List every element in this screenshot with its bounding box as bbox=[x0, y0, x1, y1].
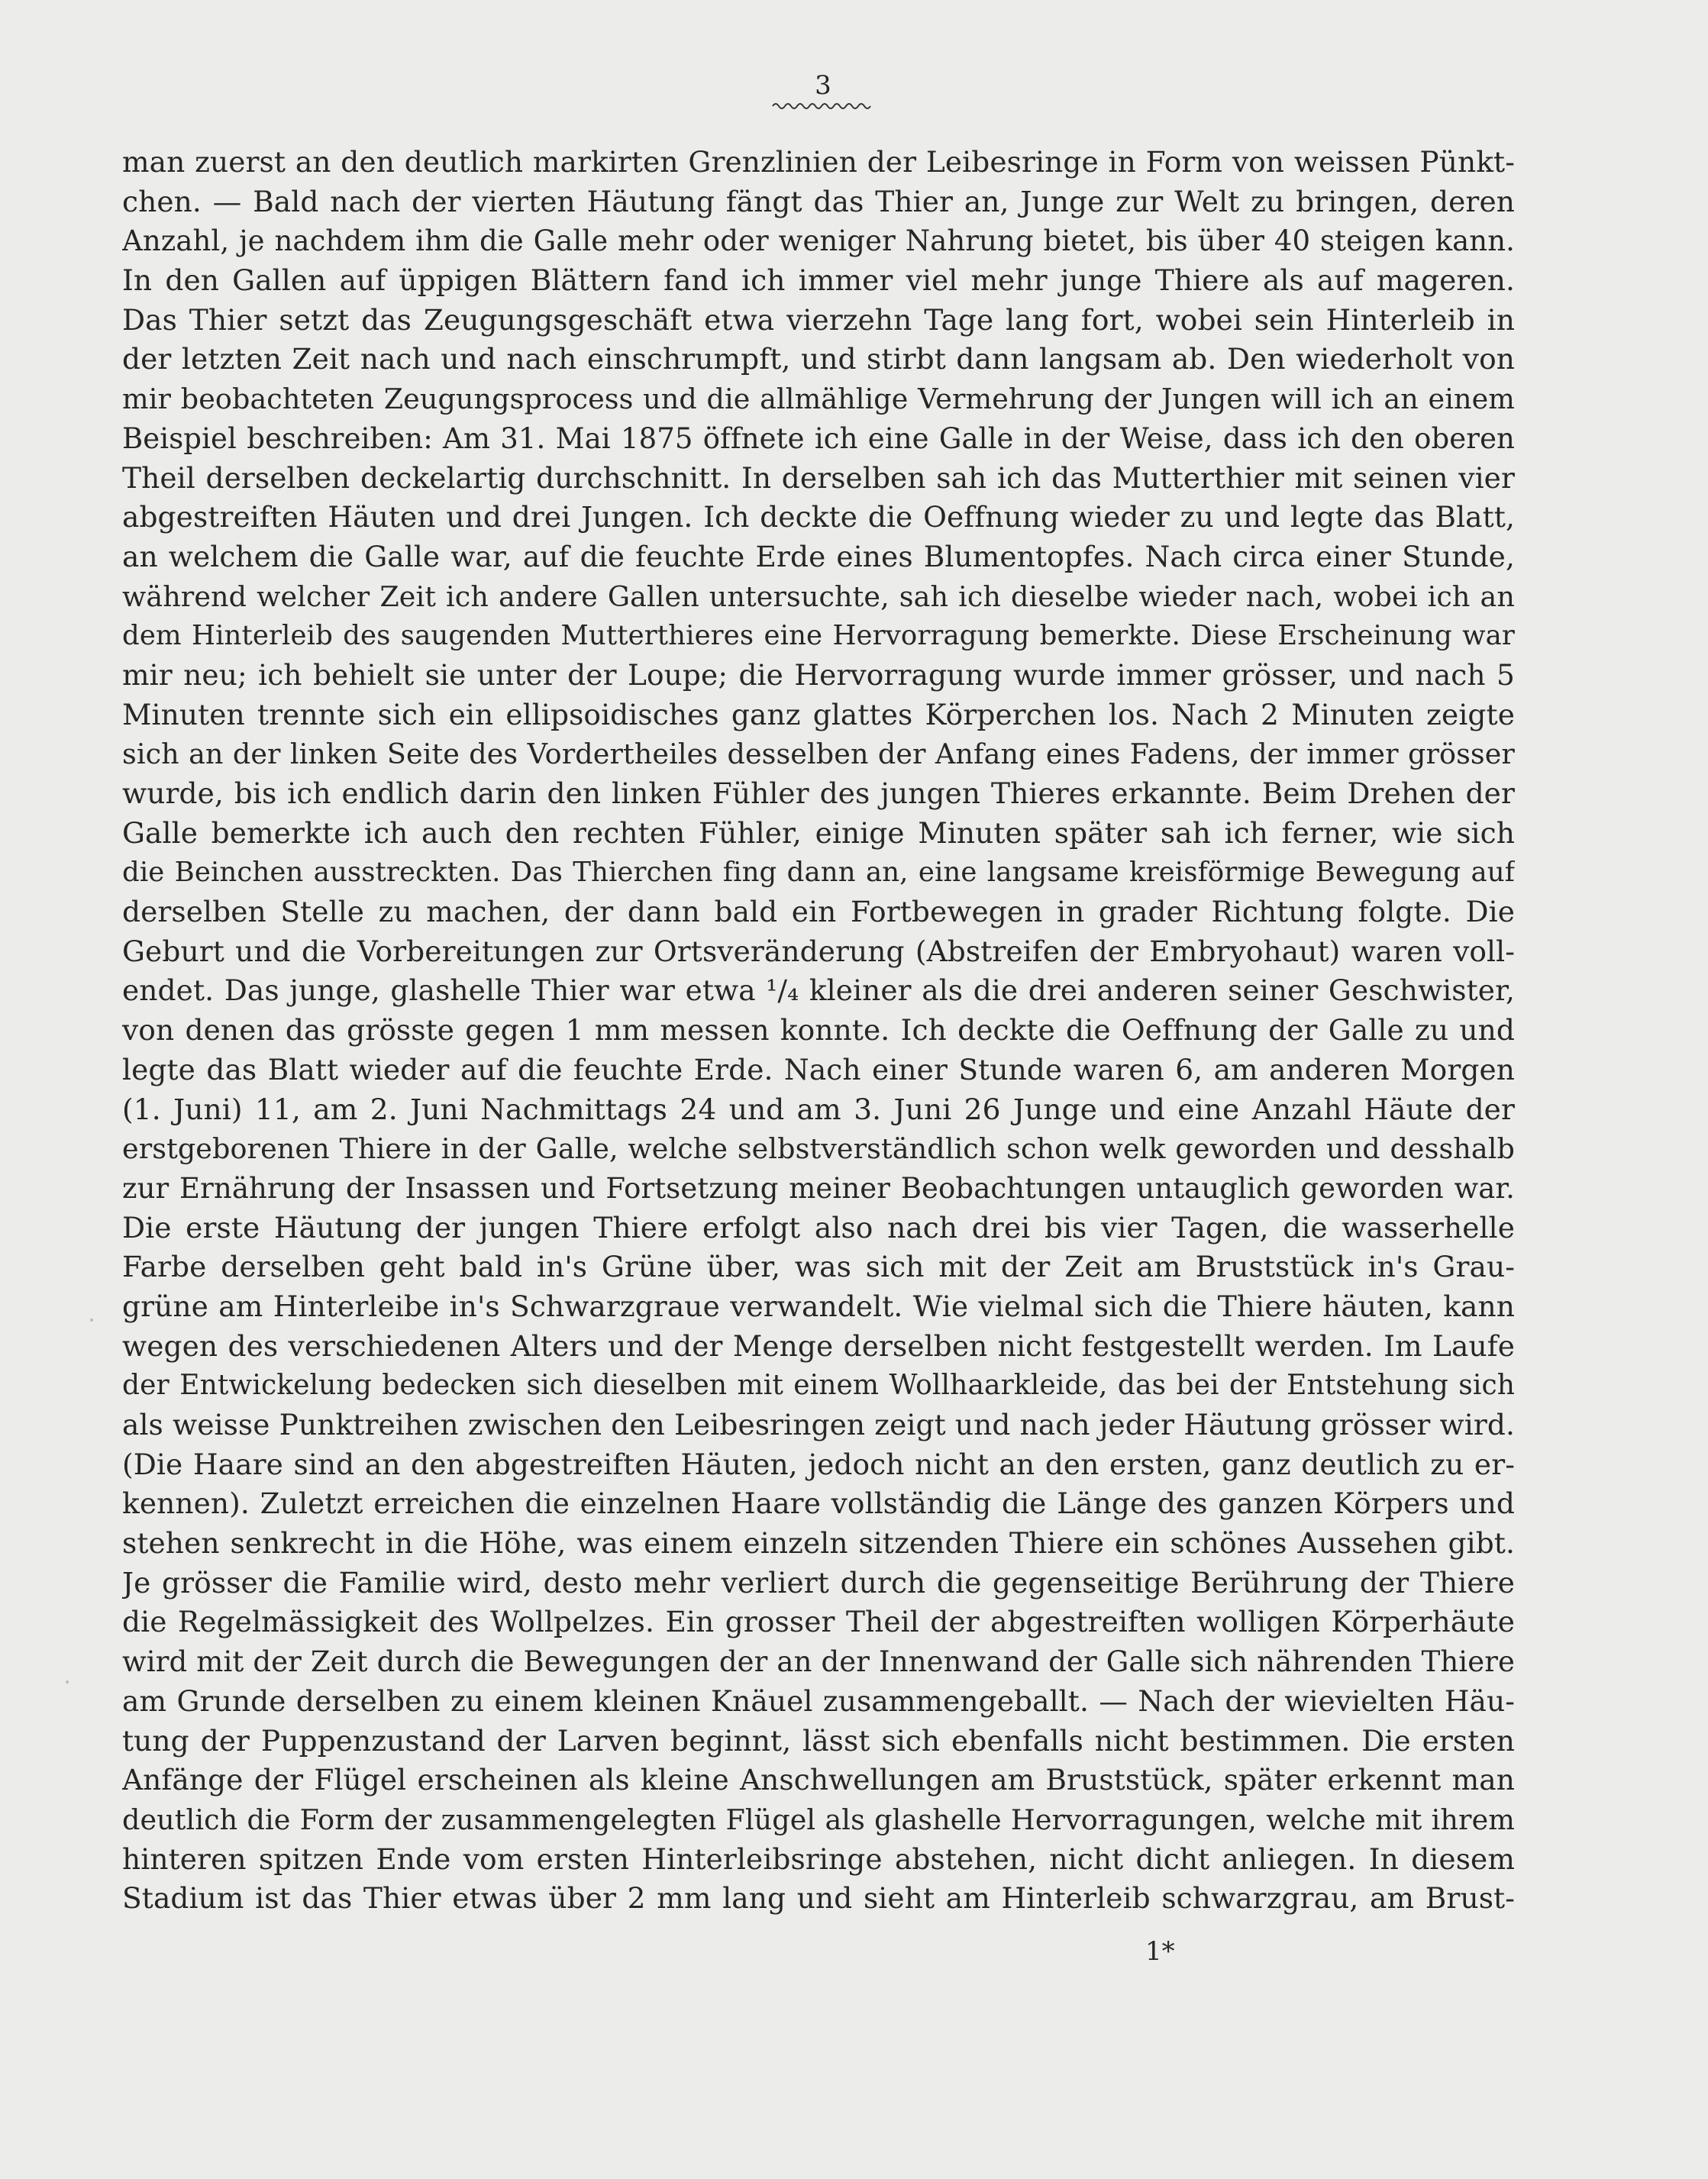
text-line: erstgeborenen Thiere in der Galle, welche selbstverständlich schon welk geworden und desshalb bbox=[122, 1132, 1515, 1166]
page-number: 3 bbox=[815, 70, 831, 101]
text-line: von denen das grösste gegen 1 mm messen konnte. Ich deckte die Oeffnung der Galle zu und bbox=[122, 1013, 1515, 1048]
text-line: grüne am Hinterleibe in's Schwarzgraue verwandelt. Wie vielmal sich die Thiere häuten, kann bbox=[122, 1289, 1515, 1323]
text-line: hinteren spitzen Ende vom ersten Hinterleibsringe abstehen, nicht dicht anliegen. In diesem bbox=[122, 1842, 1515, 1876]
text-line: chen. — Bald nach der vierten Häutung fängt das Thier an, Junge zur Welt zu bringen, deren bbox=[122, 184, 1515, 218]
text-line: tung der Puppenzustand der Larven beginnt, lässt sich ebenfalls nicht bestimmen. Die ersten bbox=[122, 1723, 1515, 1758]
text-line: (Die Haare sind an den abgestreiften Häuten, jedoch nicht an den ersten, ganz deutlich zu er- bbox=[122, 1447, 1515, 1481]
text-line: Stadium ist das Thier etwas über 2 mm lang und sieht am Hinterleib schwarzgrau, am Brust- bbox=[122, 1881, 1515, 1916]
text-line: deutlich die Form der zusammengelegten Flügel als glashelle Hervorragungen, welche mit ihrem bbox=[122, 1803, 1515, 1836]
text-line: endet. Das junge, glashelle Thier war etwa ¹/₄ kleiner als die drei anderen seiner Geschwister, bbox=[122, 973, 1515, 1008]
text-line: In den Gallen auf üppigen Blättern fand ich immer viel mehr junge Thiere als auf mageren. bbox=[122, 263, 1515, 298]
paper-speck bbox=[90, 1319, 93, 1322]
text-line: die Regelmässigkeit des Wollpelzes. Ein grosser Theil der abgestreiften wolligen Körperhäute bbox=[122, 1605, 1515, 1639]
text-line: dem Hinterleib des saugenden Mutterthieres eine Hervorragung bemerkte. Diese Erscheinung war bbox=[122, 620, 1515, 652]
text-line: wurde, bis ich endlich darin den linken Fühler des jungen Thieres erkannte. Beim Drehen der bbox=[122, 776, 1515, 810]
text-line: mir neu; ich behielt sie unter der Loupe; die Hervorragung wurde immer grösser, und nach 5 bbox=[122, 657, 1515, 692]
text-line: Theil derselben deckelartig durchschnitt. In derselben sah ich das Mutterthier mit seinen vier bbox=[122, 460, 1515, 495]
text-line: als weisse Punktreihen zwischen den Leibesringen zeigt und nach jeder Häutung grösser wird. bbox=[122, 1408, 1515, 1441]
text-line: an welchem die Galle war, auf die feuchte Erde eines Blumentopfes. Nach circa einer Stunde, bbox=[122, 539, 1515, 573]
text-line: sich an der linken Seite des Vordertheiles desselben der Anfang eines Fadens, der immer grösser bbox=[122, 738, 1515, 771]
signature-mark: 1* bbox=[1145, 1936, 1175, 1967]
paper-speck bbox=[66, 1680, 69, 1683]
text-line: am Grunde derselben zu einem kleinen Knäuel zusammengeballt. — Nach der wievielten Häu- bbox=[122, 1683, 1515, 1718]
text-line: Das Thier setzt das Zeugungsgeschäft etwa vierzehn Tage lang fort, wobei sein Hinterleib in bbox=[122, 302, 1515, 337]
text-line: (1. Juni) 11, am 2. Juni Nachmittags 24 und am 3. Juni 26 Junge und eine Anzahl Häute der bbox=[122, 1092, 1515, 1126]
text-line: wegen des verschiedenen Alters und der Menge derselben nicht festgestellt werden. Im Laufe bbox=[122, 1328, 1515, 1363]
text-line: Minuten trennte sich ein ellipsoidisches ganz glattes Körperchen los. Nach 2 Minuten zeigte bbox=[122, 697, 1515, 731]
wavy-ornament bbox=[771, 101, 873, 111]
text-line: Galle bemerkte ich auch den rechten Fühler, einige Minuten später sah ich ferner, wie sich bbox=[122, 815, 1515, 850]
text-line: mir beobachteten Zeugungsprocess und die allmählige Vermehrung der Jungen will ich an einem bbox=[122, 383, 1515, 416]
text-line: Je grösser die Familie wird, desto mehr verliert durch die gegenseitige Berührung der Thiere bbox=[122, 1565, 1515, 1600]
text-line: die Beinchen ausstreckten. Das Thierchen fing dann an, eine langsame kreisförmige Bewegung auf bbox=[122, 857, 1515, 889]
text-line: der letzten Zeit nach und nach einschrumpft, und stirbt dann langsam ab. Den wiederholt von bbox=[122, 342, 1515, 376]
text-line: abgestreiften Häuten und drei Jungen. Ich deckte die Oeffnung wieder zu und legte das Blatt, bbox=[122, 500, 1515, 534]
text-line: zur Ernährung der Insassen und Fortsetzung meiner Beobachtungen untauglich geworden war. bbox=[122, 1171, 1515, 1205]
text-line: Die erste Häutung der jungen Thiere erfolgt also nach drei bis vier Tagen, die wasserhelle bbox=[122, 1210, 1515, 1244]
text-line: wird mit der Zeit durch die Bewegungen der an der Innenwand der Galle sich nährenden Thiere bbox=[122, 1645, 1515, 1679]
text-line: Anzahl, je nachdem ihm die Galle mehr oder weniger Nahrung bietet, bis über 40 steigen kann. bbox=[122, 224, 1515, 258]
text-line: stehen senkrecht in die Höhe, was einem einzeln sitzenden Thiere ein schönes Aussehen gibt. bbox=[122, 1526, 1515, 1561]
text-line: der Entwickelung bedecken sich dieselben mit einem Wollhaarkleide, das bei der Entstehung sich bbox=[122, 1370, 1515, 1402]
text-line: legte das Blatt wieder auf die feuchte Erde. Nach einer Stunde waren 6, am anderen Morgen bbox=[122, 1052, 1515, 1086]
text-line: Farbe derselben geht bald in's Grüne über, was sich mit der Zeit am Bruststück in's Grau- bbox=[122, 1250, 1515, 1284]
body-text bbox=[122, 143, 1515, 1919]
text-line: kennen). Zuletzt erreichen die einzelnen Haare vollständig die Länge des ganzen Körpers und bbox=[122, 1487, 1515, 1521]
text-line: während welcher Zeit ich andere Gallen untersuchte, sah ich dieselbe wieder nach, wobei ich an bbox=[122, 579, 1515, 613]
text-line: Beispiel beschreiben: Am 31. Mai 1875 öffnete ich eine Galle in der Weise, dass ich den oberen bbox=[122, 421, 1515, 455]
text-line: derselben Stelle zu machen, der dann bald ein Fortbewegen in grader Richtung folgte. Die bbox=[122, 895, 1515, 929]
text-line: man zuerst an den deutlich markirten Grenzlinien der Leibesringe in Form von weissen Pünkt- bbox=[122, 145, 1515, 179]
text-line: Anfänge der Flügel erscheinen als kleine Anschwellungen am Bruststück, später erkennt man bbox=[122, 1763, 1515, 1797]
text-line: Geburt und die Vorbereitungen zur Ortsveränderung (Abstreifen der Embryohaut) waren voll- bbox=[122, 934, 1515, 968]
